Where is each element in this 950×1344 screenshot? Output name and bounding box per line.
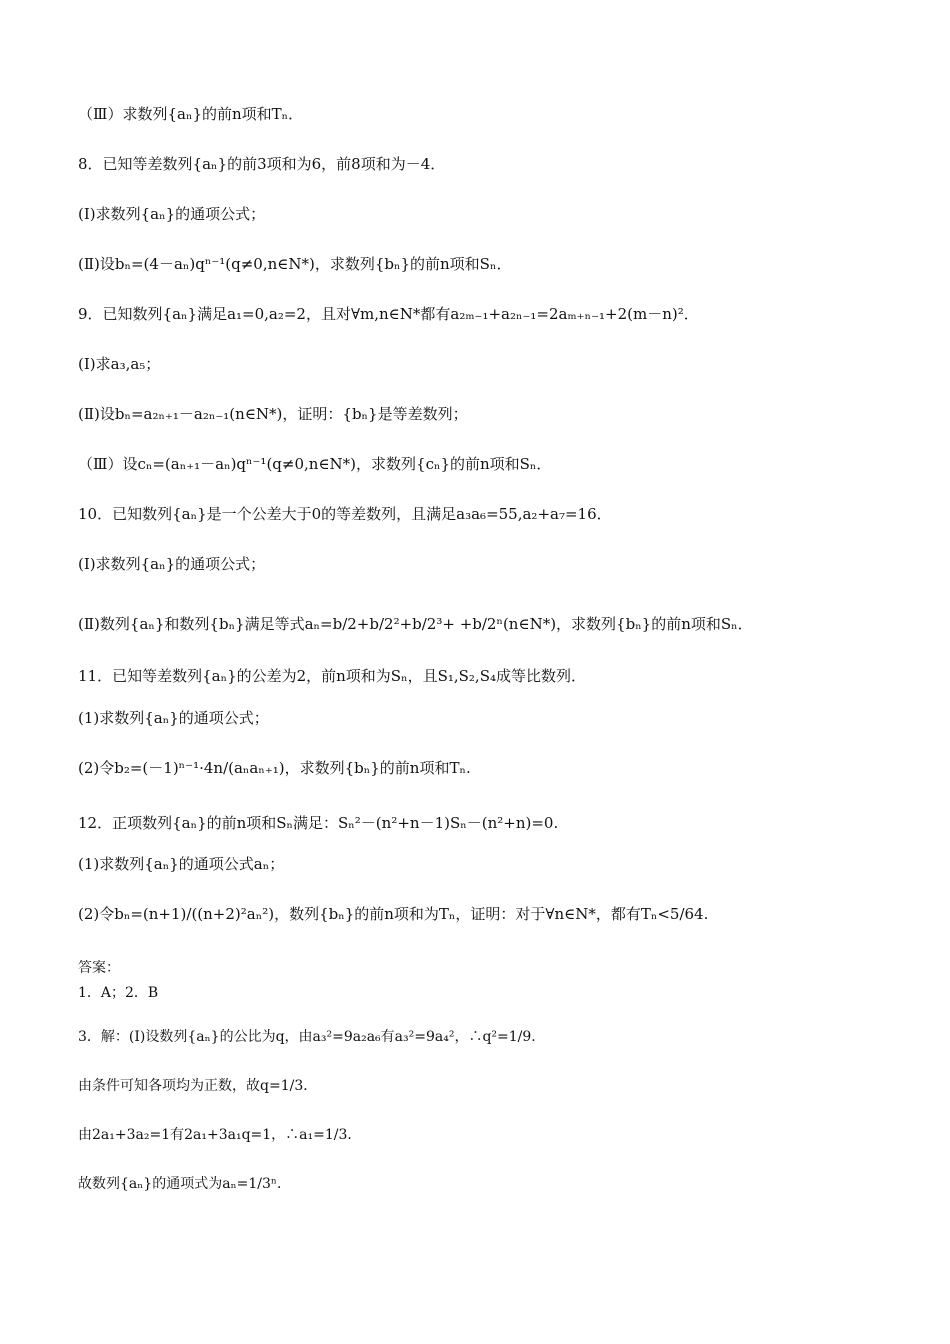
solution-line: 由2a₁+3a₂=1有2a₁+3a₁q=1，∴a₁=1/3． [78, 1127, 362, 1143]
text-line: (Ⅱ)设bₙ=a₂ₙ₊₁－a₂ₙ₋₁(n∈N*)，证明：{bₙ}是等差数列； [78, 405, 468, 423]
text-line: （Ⅲ）设cₙ=(aₙ₊₁－aₙ)qⁿ⁻¹(q≠0,n∈N*)，求数列{cₙ}的前n项和Sₙ． [78, 455, 552, 473]
problem-10: 10．已知数列{aₙ}是一个公差大于0的等差数列，且满足a₃a₆=55,a₂+a₇=16． [78, 505, 612, 523]
text-line: (Ⅱ)数列{aₙ}和数列{bₙ}满足等式aₙ=b/2+b/2²+b/2³+ +b/2ⁿ(n∈N*)，求数列{bₙ}的前n项和Sₙ． [78, 615, 753, 633]
text-line: (2)令bₙ=(n+1)/((n+2)²aₙ²)，数列{bₙ}的前n项和为Tₙ，证明：对于∀n∈N*，都有Tₙ<5/64. [78, 905, 709, 923]
text-line: (1)求数列{aₙ}的通项公式aₙ； [78, 855, 285, 873]
text-line: (2)令b₂=(－1)ⁿ⁻¹·4n/(aₙaₙ₊₁)，求数列{bₙ}的前n项和Tₙ. [78, 759, 471, 777]
solution-line: 由条件可知各项均为正数，故q=1/3． [78, 1078, 318, 1094]
text-line: (Ⅰ)求数列{aₙ}的通项公式； [78, 205, 266, 223]
problem-12: 12．正项数列{aₙ}的前n项和Sₙ满足：Sₙ²－(n²+n－1)Sₙ－(n²+n)=0. [78, 814, 559, 832]
problem-8: 8．已知等差数列{aₙ}的前3项和为6，前8项和为－4． [78, 155, 446, 173]
text-line: (1)求数列{aₙ}的通项公式； [78, 709, 269, 727]
solution-line: 3．解：(Ⅰ)设数列{aₙ}的公比为q，由a₃²=9a₂a₆有a₃²=9a₄²，∴q²=1/9． [78, 1029, 546, 1045]
answer-heading: 答案： [78, 960, 120, 976]
problem-11: 11．已知等差数列{aₙ}的公差为2，前n项和为Sₙ，且S₁,S₂,S₄成等比数列． [78, 667, 586, 685]
problem-9: 9．已知数列{aₙ}满足a₁=0,a₂=2，且对∀m,n∈N*都有a₂ₘ₋₁+a₂ₙ₋₁=2aₘ₊ₙ₋₁+2(m－n)²． [78, 305, 699, 323]
text-line: (Ⅰ)求a₃,a₅； [78, 355, 161, 373]
text-line: （Ⅲ）求数列{aₙ}的前n项和Tₙ． [78, 105, 304, 123]
text-line: (Ⅰ)求数列{aₙ}的通项公式； [78, 555, 266, 573]
answer-choices: 1．A；2．B [78, 985, 159, 1001]
solution-line: 故数列{aₙ}的通项式为aₙ=1/3ⁿ． [78, 1176, 291, 1192]
text-line: (Ⅱ)设bₙ=(4－aₙ)qⁿ⁻¹(q≠0,n∈N*)，求数列{bₙ}的前n项和Sₙ． [78, 255, 512, 273]
